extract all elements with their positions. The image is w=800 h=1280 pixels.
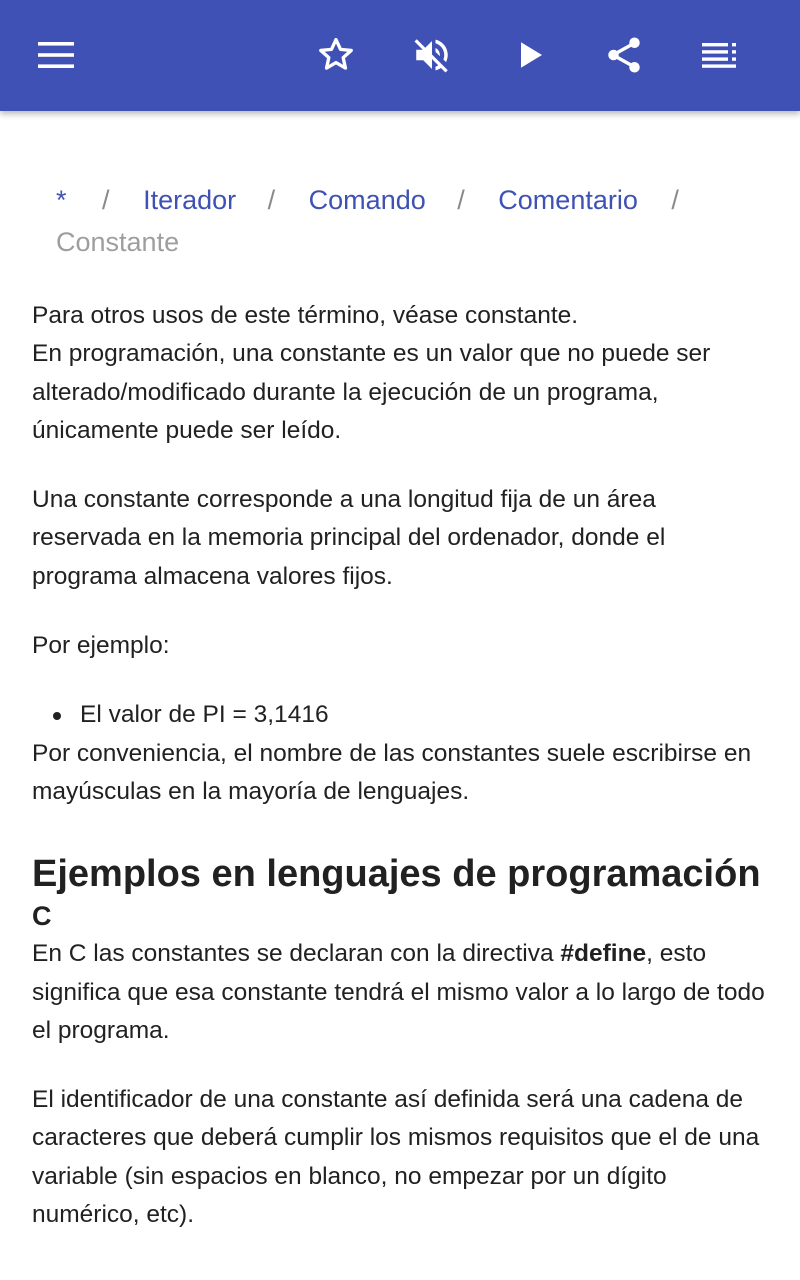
paragraph-memory: Una constante corresponde a una longitud fija de un área reservada en la memoria principal del ordenador, donde el programa almacena valores fijos. [32,486,666,590]
play-icon [512,37,548,73]
bookmark-button[interactable] [308,27,364,83]
article-body [32,297,768,1234]
menu-icon [36,40,76,70]
bullet-icon [53,712,61,720]
mute-button[interactable] [404,27,460,83]
list-icon [700,42,740,68]
volume-off-icon [411,34,453,76]
breadcrumb-current: Constante [56,227,180,257]
star-outline-icon [315,34,357,76]
app-bar [0,0,800,111]
breadcrumb [56,179,756,263]
section-heading: Ejemplos en lenguajes de programación [32,853,761,896]
menu-button[interactable] [28,27,84,83]
table-of-contents-button[interactable] [692,27,748,83]
subsection-heading: C [32,901,52,932]
hatnote: Para otros usos de este término, véase constante. [32,302,579,329]
c-text-pre: En C las constantes se declaran con la directiva [32,940,561,968]
breadcrumb-separator: / [457,185,465,215]
share-button[interactable] [596,27,652,83]
breadcrumb-separator: / [671,185,679,215]
breadcrumb-link-home[interactable]: * [56,185,67,215]
c-text-post: , esto significa que esa constante tendrá el mismo valor a lo largo de todo el programa. [32,940,765,1044]
intro-paragraph: En programación, una constante es un valor que no puede ser alterado/modificado durante la ejecución de un programa, únicamente puede ser leído. [32,340,711,444]
breadcrumb-link-comentario[interactable]: Comentario [498,185,638,215]
share-icon [603,34,645,76]
breadcrumb-link-comando[interactable]: Comando [308,185,426,215]
list-item [80,696,768,734]
paragraph-example-label: Por ejemplo: [32,632,170,660]
paragraph-c-define [32,935,768,1050]
breadcrumb-separator: / [267,185,276,215]
define-keyword: #define [560,940,647,968]
paragraph-identifier: El identificador de una constante así definida será una cadena de caracteres que deberá cumplir los mismos requisitos que el de una variable (sin espacios en blanco, no empezar por un dígito numérico, etc). [32,1086,760,1229]
example-list [32,696,768,734]
breadcrumb-separator: / [102,185,110,215]
breadcrumb-link-iterador[interactable]: Iterador [143,185,237,215]
list-item-text: El valor de PI = 3,1416 [80,701,329,729]
play-button[interactable] [502,27,558,83]
paragraph-convention: Por conveniencia, el nombre de las constantes suele escribirse en mayúsculas en la mayoría de lenguajes. [32,739,752,805]
